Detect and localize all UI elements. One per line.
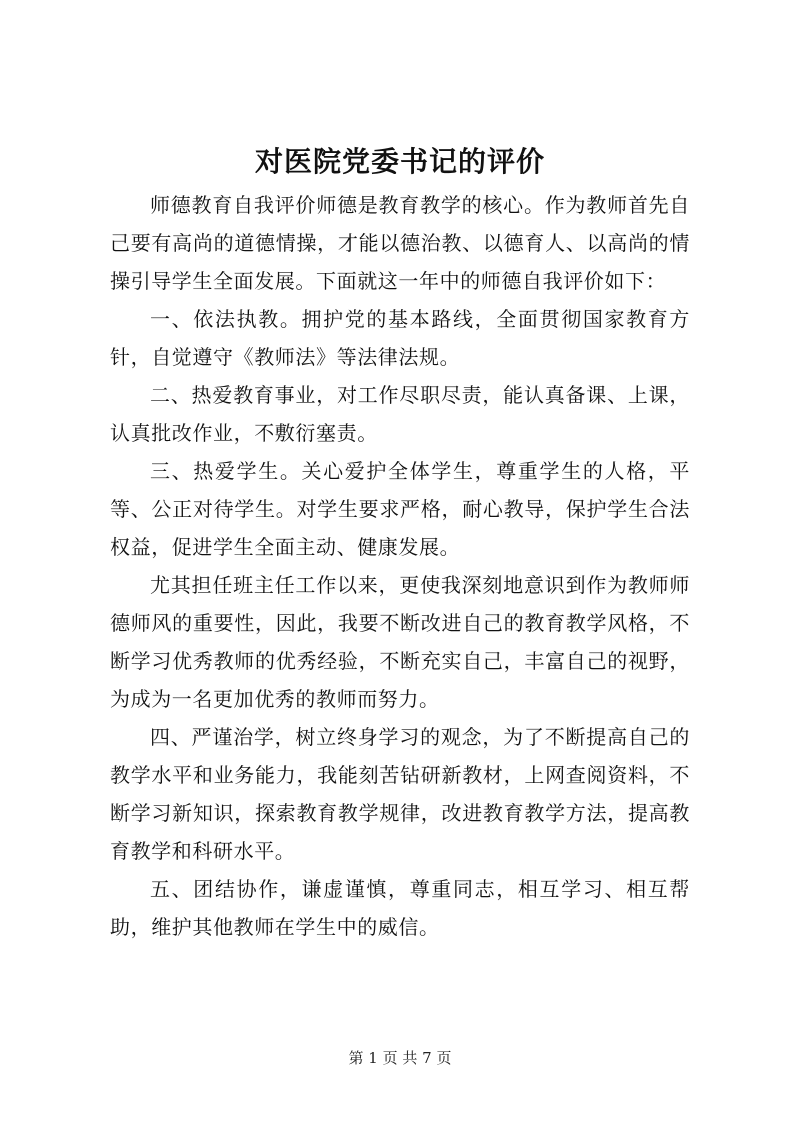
paragraph-intro: 师德教育自我评价师德是教育教学的核心。作为教师首先自己要有高尚的道德情操，才能以德治教、以德育人、以高尚的情操引导学生全面发展。下面就这一年中的师德自我评价如下： xyxy=(110,193,690,293)
paragraph-item-1: 一、依法执教。拥护党的基本路线，全面贯彻国家教育方针，自觉遵守《教师法》等法律法规。 xyxy=(110,307,690,369)
page-footer: 第 1 页 共 7 页 xyxy=(348,1049,452,1067)
paragraph-class-teacher: 尤其担任班主任工作以来，更使我深刻地意识到作为教师师德师风的重要性，因此，我要不断改进自己的教育教学风格，不断学习优秀教师的优秀经验，不断充实自己，丰富自己的视野，为成为一名更加优秀的教师而努力。 xyxy=(110,573,690,711)
paragraph-item-2: 二、热爱教育事业，对工作尽职尽责，能认真备课、上课，认真批改作业，不敷衍塞责。 xyxy=(110,383,690,445)
document-title: 对医院党委书记的评价 xyxy=(254,145,545,178)
paragraph-item-3: 三、热爱学生。关心爱护全体学生，尊重学生的人格，平等、公正对待学生。对学生要求严格，耐心教导，保护学生合法权益，促进学生全面主动、健康发展。 xyxy=(110,459,690,559)
paragraph-item-4: 四、严谨治学，树立终身学习的观念，为了不断提高自己的教学水平和业务能力，我能刻苦钻研新教材，上网查阅资料，不断学习新知识，探索教育教学规律，改进教育教学方法，提高教育教学和科研水平。 xyxy=(110,725,690,863)
document-body xyxy=(110,186,690,946)
paragraph-item-5: 五、团结协作，谦虚谨慎，尊重同志，相互学习、相互帮助，维护其他教师在学生中的威信。 xyxy=(110,877,690,939)
